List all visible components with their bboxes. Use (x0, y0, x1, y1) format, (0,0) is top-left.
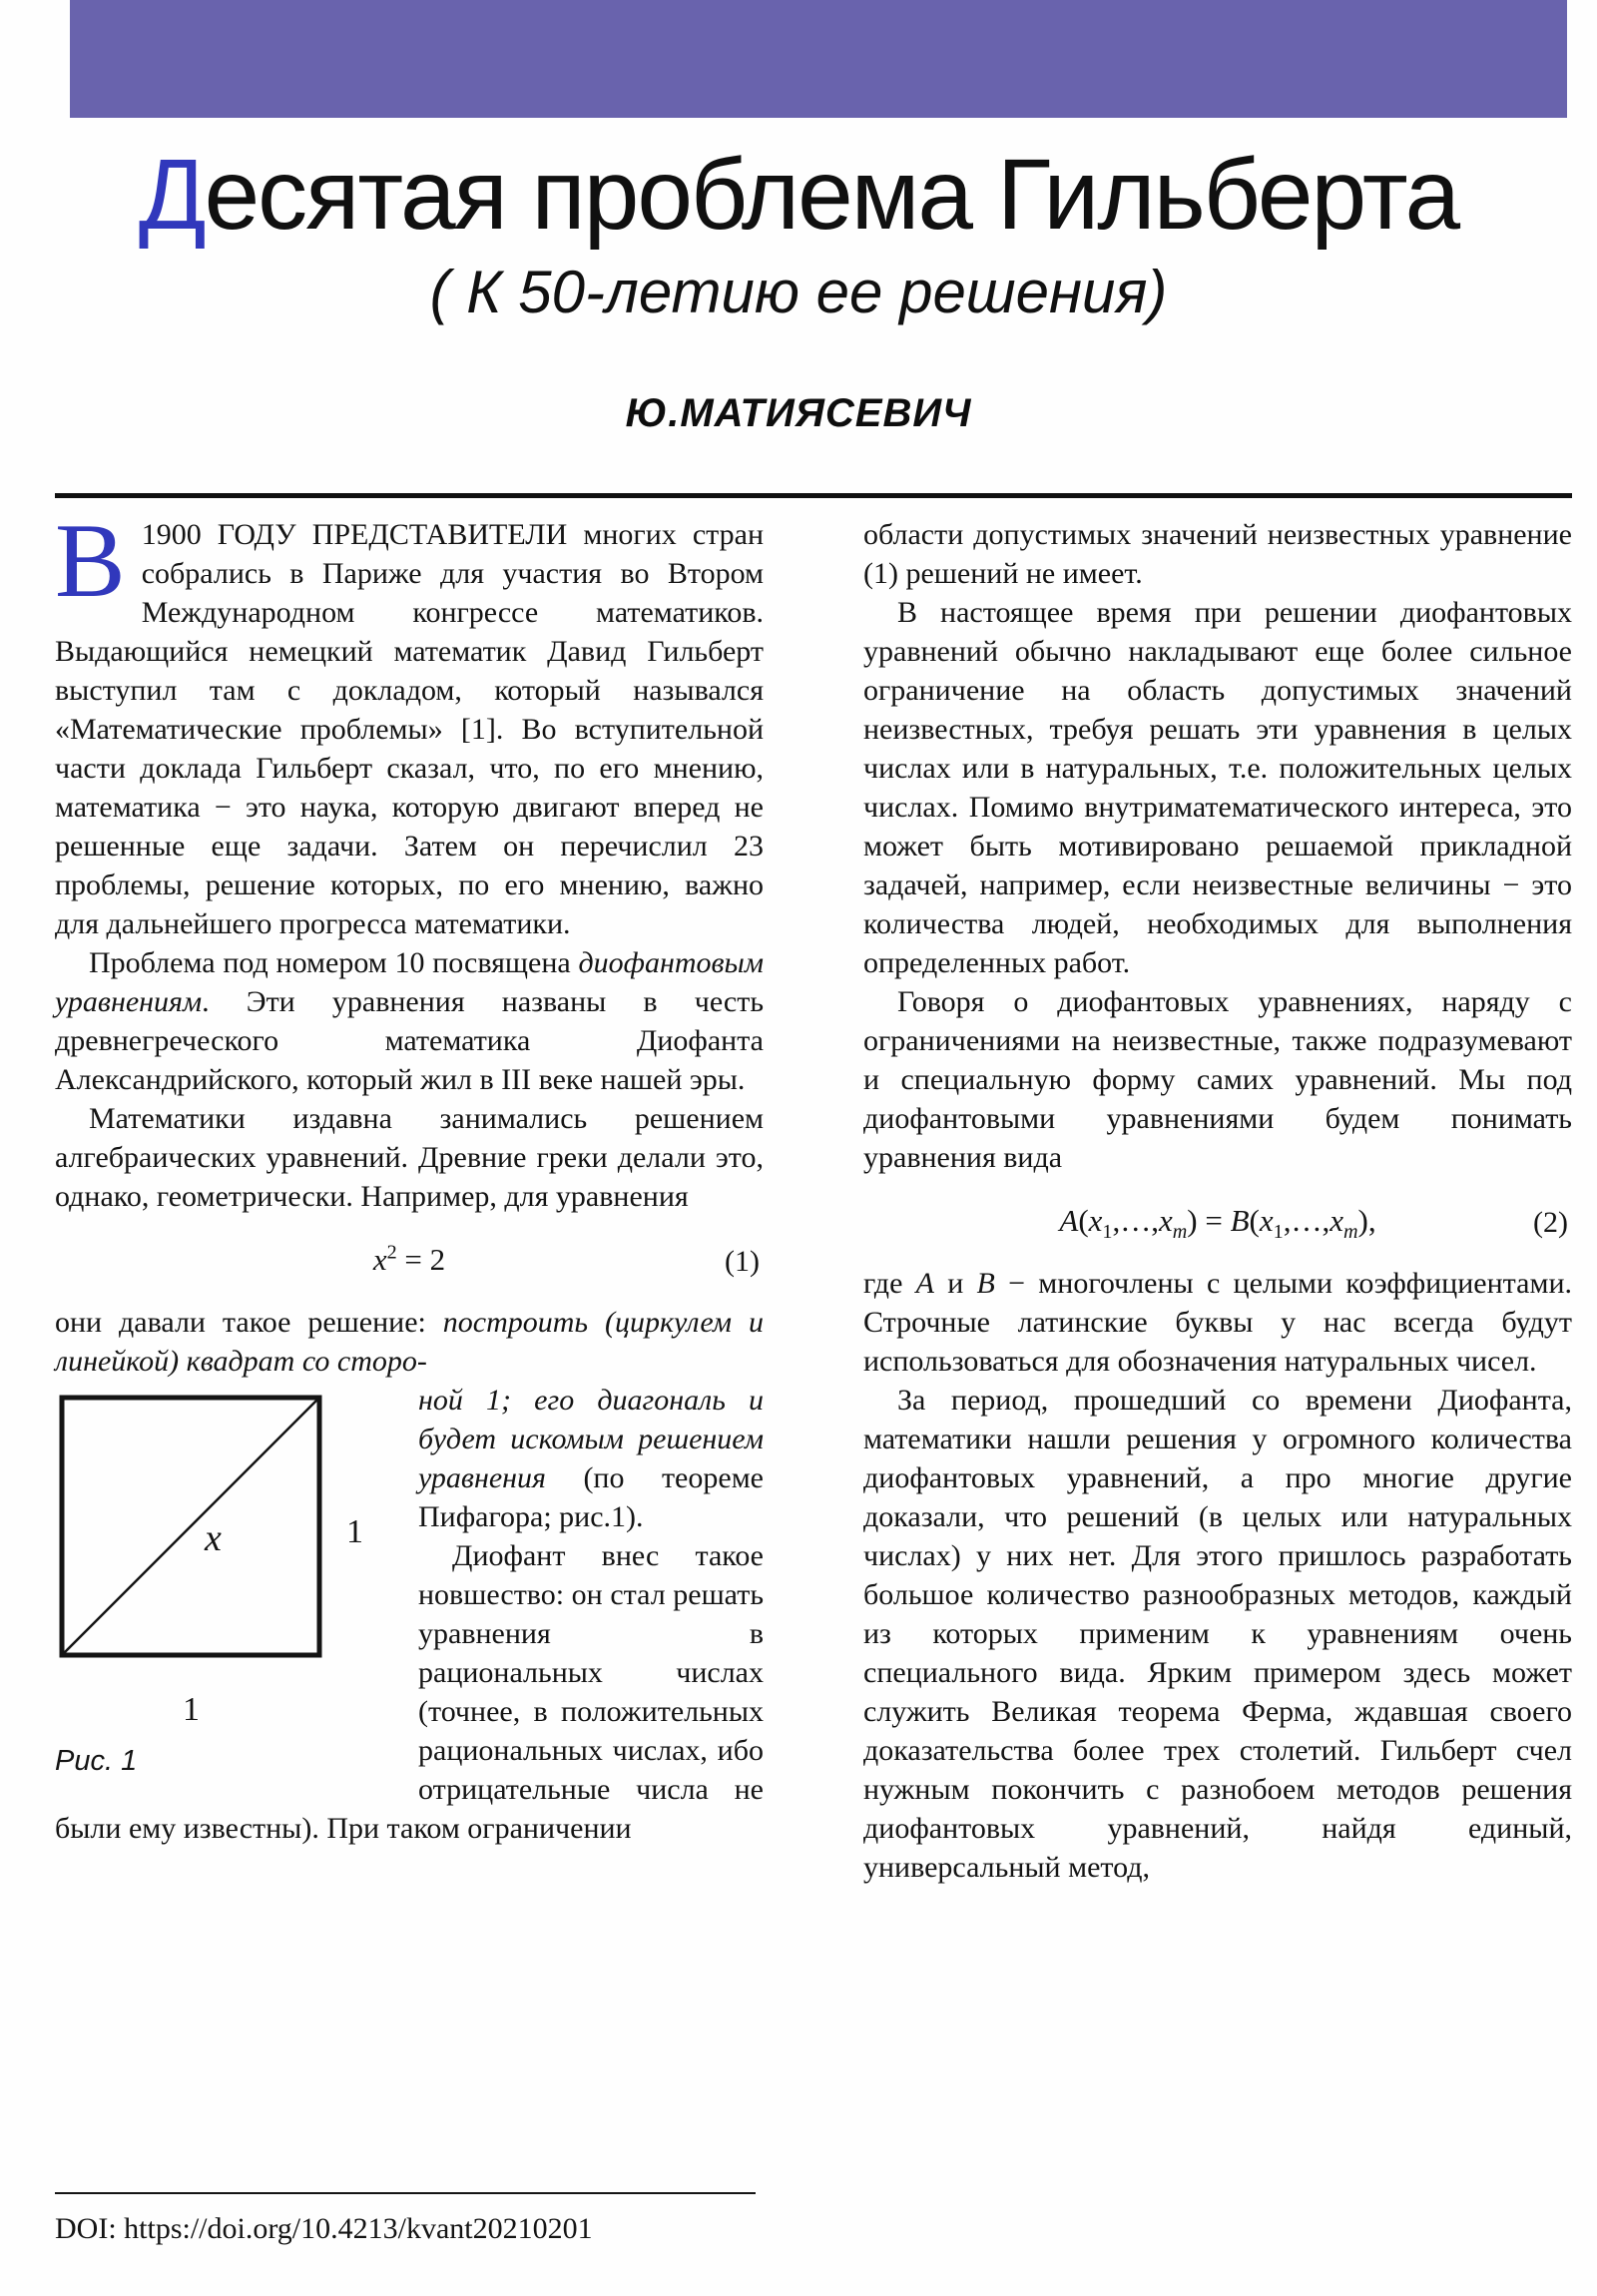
equation-2-body: $A(x_1,\dots,x_m)$ = $B(x_1,\dots,x_m)$, (1059, 1203, 1376, 1244)
right-side-label: 1 (346, 1513, 363, 1550)
paragraph-greeks: Математики издавна занимались решением алгебраических уравнений. Древние греки делали это, однако, геометрически. Например, для уравнения (55, 1102, 764, 1213)
equation-2 (863, 1201, 1572, 1244)
unit-square-diagram (55, 1391, 390, 1742)
right-column (863, 515, 1572, 1887)
paragraph-problem-10: Проблема под номером 10 посвящена диофантовым уравнениям. Эти уравнения названы в честь древнегреческого математика Диофанта Александрийского, который жил в III веке нашей эры. (55, 946, 764, 1096)
equation-1-body: $x^2 = 2$ (372, 1241, 446, 1277)
masthead (0, 118, 1597, 436)
paragraph-solution-b: ной 1; его диагональ и будет искомым решением уравнения (по теореме Пифагора; рис.1). (418, 1384, 764, 1533)
bottom-side-label: 1 (183, 1691, 200, 1728)
figure-1 (55, 1391, 390, 1776)
page-title (0, 140, 1597, 250)
paragraph-restrictions: В настоящее время при решении диофантовых уравнений обычно накладывают еще более сильное ограничение на область допустимых значений неизвестных, требуя решать эти уравнения в целых числах или в натуральных, т.е. положительных целых числах. Помимо внутриматематического интереса, это может быть мотивировано решаемой прикладной задачей, например, если неизвестные величины − это количества людей, необходимых для выполнения определенных работ. (863, 596, 1572, 979)
figure-wrap-block (55, 1381, 764, 1848)
author-name: Ю.МАТИЯСЕВИЧ (625, 391, 972, 435)
paragraph-equation-form: Говоря о диофантовых уравнениях, наряду с ограничениями на неизвестные, также подразумевают и специальную форму самих уравнений. Мы под диофантовыми уравнениями будем понимать уравнения вида (863, 985, 1572, 1174)
paragraph-solution-a: они давали такое решение: построить (циркулем и линейкой) квадрат со сторо- (55, 1306, 764, 1378)
footnote-divider (55, 2192, 756, 2194)
square-diagonal (64, 1400, 317, 1653)
doi-line: DOI: https://doi.org/10.4213/kvant20210201 (55, 2212, 593, 2245)
left-column (55, 502, 764, 1887)
equation-1 (55, 1240, 764, 1279)
figure-caption: Рис. 1 (55, 1745, 138, 1777)
title-initial-letter: Д (138, 139, 205, 251)
drop-cap: В (55, 502, 126, 619)
title-text: есятая проблема Гильберта (204, 139, 1459, 251)
page-subtitle: ( К 50-летию ее решения) (429, 259, 1168, 325)
equation-1-label: (1) (725, 1245, 760, 1278)
equation-2-label: (2) (1533, 1206, 1568, 1239)
paragraph-intro-text: 1900 ГОДУ ПРЕДСТАВИТЕЛИ многих стран собрались в Париже для участия во Втором Международном конгрессе математиков. Выдающийся немецкий математик Давид Гильберт выступил там с докладом, который назывался «Математические проблемы» [1]. Во вступительной части доклада Гильберт сказал, что, по его мнению, математика − это наука, которую двигают вперед не решенные еще задачи. Затем он перечислил 23 проблемы, решение которых, по его мнению, важно для дальнейшего прогресса математики. (55, 518, 764, 940)
paragraph-no-solutions: области допустимых значений неизвестных уравнение (1) решений не имеет. (863, 518, 1572, 590)
paragraph-intro (55, 502, 764, 943)
article-body (55, 502, 1572, 1887)
paragraph-fermat: За период, прошедший со времени Диофанта, математики нашли решения у огромного количества диофантовых уравнений, а про многие другие доказали, что решений (в целых или натуральных числах) у них нет. Для этого пришлось разработать большое количество разнообразных методов, каждый из которых применим к уравнениям очень специального вида. Ярким примером здесь может служить Великая теорема Ферма, ждавшая своего доказательства более трех столетий. Гильберт счел нужным покончить с разнобоем методов решения диофантовых уравнений, найдя единый, универсальный метод, (863, 1384, 1572, 1884)
header-divider (55, 493, 1572, 498)
diagonal-label: x (205, 1517, 222, 1559)
paragraph-polynomials: где A и B − многочлены с целыми коэффициентами. Строчные латинские буквы у нас всегда будут использоваться для обозначения натуральных чисел. (863, 1267, 1572, 1378)
header-color-bar (70, 0, 1567, 118)
footer (55, 2192, 764, 2246)
paragraph-diophantus: Диофант внес такое новшество: он стал решать уравнения в рациональных числах (точнее, в положительных рациональных числах, ибо отрицательные числа не были ему известны). При таком ограничении (55, 1539, 764, 1845)
